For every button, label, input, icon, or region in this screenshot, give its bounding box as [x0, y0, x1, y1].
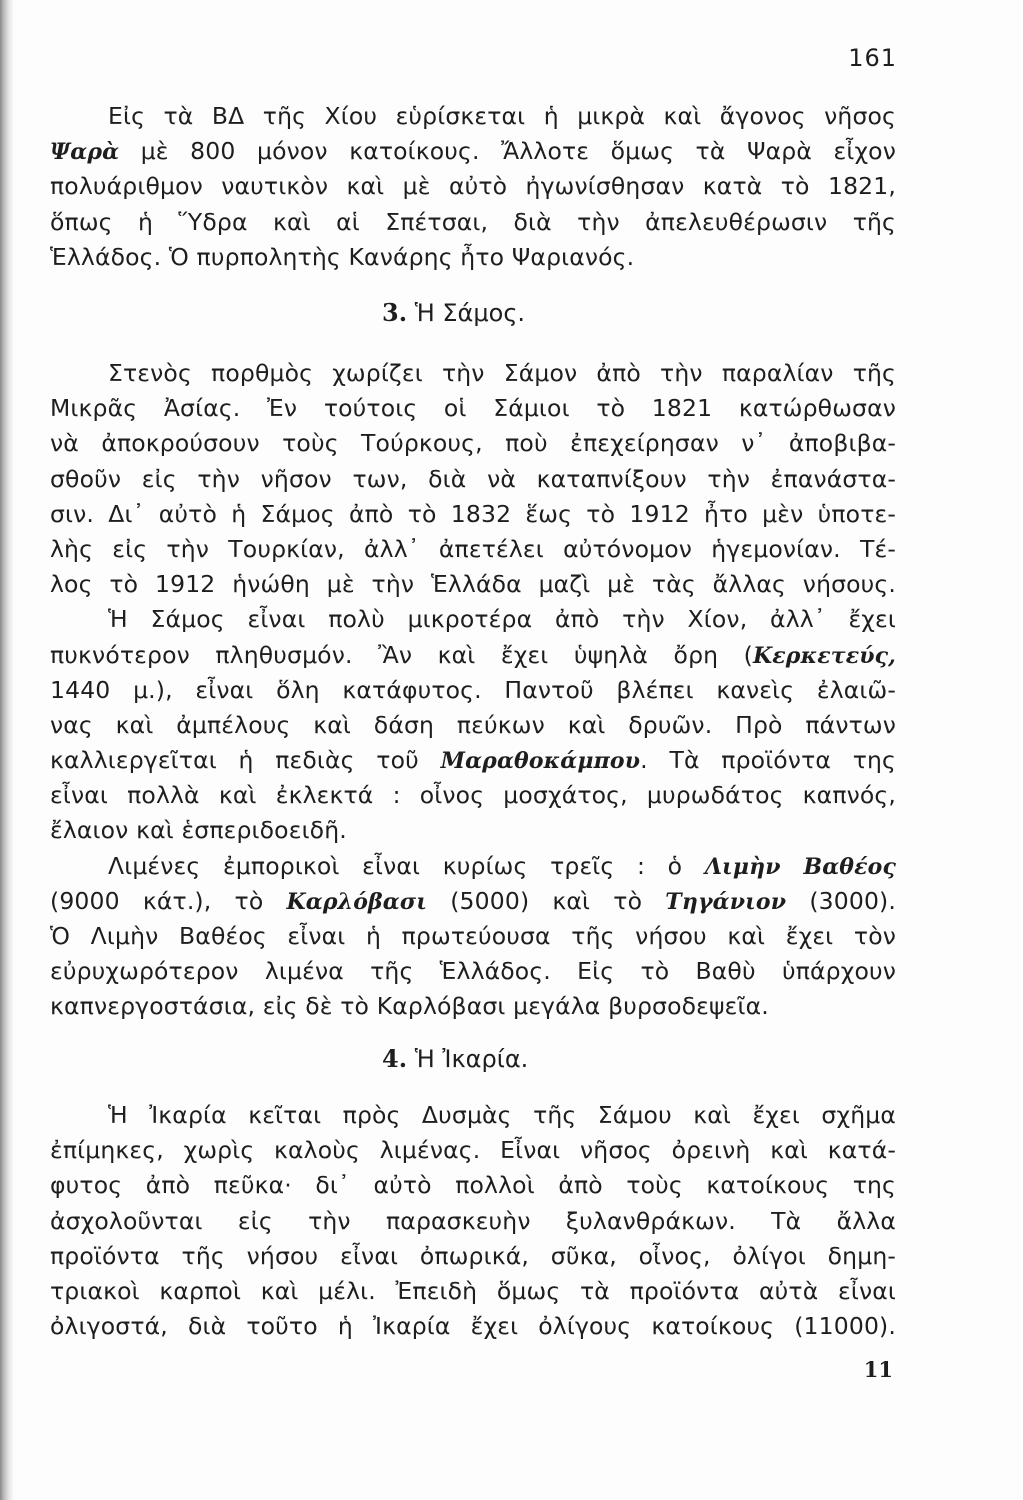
- page-number: 161: [848, 44, 897, 72]
- text-line: [50, 884, 896, 919]
- text-line: εὐρυχωρότερον λιμένα τῆς Ἑλλάδος. Εἰς τὸ Βαθὺ ὑπάρχουν: [50, 957, 896, 986]
- text-line: Εἰς τὰ ΒΔ τῆς Χίου εὑρίσκεται ἡ μικρὰ καὶ ἄγονος νῆσος: [108, 102, 896, 130]
- text-span: πυκνότερον πληθυσμόν. Ἂν καὶ ἔχει ὑψηλὰ ὄρη (: [50, 640, 753, 669]
- section-number: 3.: [382, 298, 408, 327]
- text-span: καλλιεργεῖται ἡ πεδιὰς τοῦ: [50, 746, 441, 775]
- paragraph-samos: [50, 356, 896, 1025]
- emphasis-marathokampos: Μαραθοκάμπου: [440, 748, 641, 775]
- text-line: λος τὸ 1912 ἡνώθη μὲ τὴν Ἑλλάδα μαζὶ μὲ τὰς ἄλλας νήσους.: [50, 570, 896, 599]
- emphasis-karlovasi: Καρλόβασι: [286, 888, 428, 915]
- section-number: 4.: [382, 1044, 408, 1073]
- text-line: νὰ ἀποκρούσουν τοὺς Τούρκους, ποὺ ἐπεχείρησαν ν᾿ ἀποβιβα-: [50, 429, 896, 458]
- text-line: Ὁ Λιμὴν Βαθέος εἶναι ἡ πρωτεύουσα τῆς νήσου καὶ ἔχει τὸν: [50, 922, 896, 950]
- text-line: Ἡ Ἰκαρία κεῖται πρὸς Δυσμὰς τῆς Σάμου καὶ ἔχει σχῆμα: [108, 1101, 896, 1129]
- text-line: [50, 134, 896, 169]
- text-line: ἀσχολοῦνται εἰς τὴν παρασκευὴν ξυλανθράκων. Τὰ ἄλλα: [50, 1206, 896, 1235]
- book-spine-shadow: [0, 0, 14, 1500]
- text-span: (5000) καὶ τὸ: [427, 886, 666, 915]
- emphasis-tiganion: Τηγάνιον: [665, 888, 787, 915]
- text-line: λὴς εἰς τὴν Τουρκίαν, ἀλλ᾿ ἀπετέλει αὐτόνομον ἡγεμονίαν. Τέ-: [50, 534, 896, 563]
- text-line: Ἑλλάδος. Ὁ πυρπολητὴς Κανάρης ἦτο Ψαριανός.: [50, 242, 635, 271]
- text-line: Στενὸς πορθμὸς χωρίζει τὴν Σάμον ἀπὸ τὴν παραλίαν τῆς: [108, 359, 896, 387]
- text-line: τριακοὶ καρποὶ καὶ μέλι. Ἐπειδὴ ὅμως τὰ προϊόντα αὐτὰ εἶναι: [50, 1276, 896, 1305]
- paragraph-psara: [50, 99, 896, 275]
- text-span: (9000 κάτ.), τὸ: [50, 886, 287, 915]
- text-span: Λιμένες ἐμπορικοὶ εἶναι κυρίως τρεῖς : ὁ: [108, 851, 705, 880]
- section-heading-samos: [382, 298, 525, 327]
- text-line: [50, 743, 896, 778]
- text-line: Ἡ Σάμος εἶναι πολὺ μικροτέρα ἀπὸ τὴν Χίον, ἀλλ᾿ ἔχει: [108, 605, 896, 634]
- text-line: [50, 638, 896, 673]
- text-line: προϊόντα τῆς νήσου εἶναι ὀπωρικά, σῦκα, οἶνος, ὀλίγοι δημη-: [50, 1241, 896, 1270]
- text-line: Μικρᾶς Ἀσίας. Ἐν τούτοις οἱ Σάμιοι τὸ 1821 κατώρθωσαν: [50, 394, 896, 423]
- text-span: μὲ 800 μόνον κατοίκους. Ἄλλοτε ὅμως τὰ Ψαρὰ εἶχον: [119, 137, 896, 166]
- text-line: ὀλιγοστά, διὰ τοῦτο ἡ Ἰκαρία ἔχει ὀλίγους κατοίκους (11000).: [50, 1312, 896, 1341]
- text-line: ἐπίμηκες, χωρὶς καλοὺς λιμένας. Εἶναι νῆσος ὀρεινὴ καὶ κατά-: [50, 1136, 896, 1165]
- text-line: πολυάριθμον ναυτικὸν καὶ μὲ αὐτὸ ἠγωνίσθησαν κατὰ τὸ 1821,: [50, 172, 896, 201]
- text-line: 1440 μ.), εἶναι ὅλη κατάφυτος. Παντοῦ βλέπει κανεὶς ἐλαιῶ-: [50, 675, 896, 704]
- text-span: (3000).: [786, 886, 896, 915]
- text-line: ὅπως ἡ Ὕδρα καὶ αἱ Σπέτσαι, διὰ τὴν ἀπελευθέρωσιν τῆς: [50, 207, 896, 236]
- text-line: σιν. Δι᾿ αὐτὸ ἡ Σάμος ἀπὸ τὸ 1832 ἕως τὸ 1912 ἦτο μὲν ὑποτε-: [50, 499, 896, 528]
- text-line: εἶναι πολλὰ καὶ ἐκλεκτά : οἶνος μοσχάτος, μυρωδάτος καπνός,: [50, 781, 896, 810]
- emphasis-psara: Ψαρὰ: [50, 139, 120, 166]
- text-line: νας καὶ ἀμπέλους καὶ δάση πεύκων καὶ δρυῶν. Πρὸ πάντων: [50, 710, 896, 739]
- text-line: σθοῦν εἰς τὴν νῆσον των, διὰ νὰ καταπνίξουν τὴν ἐπανάστα-: [50, 464, 896, 493]
- text-line: ἔλαιον καὶ ἑσπεριδοειδῆ.: [50, 816, 347, 845]
- paragraph-ikaria: [50, 1098, 896, 1344]
- section-title: Ἡ Ἰκαρία.: [414, 1045, 529, 1073]
- section-heading-ikaria: [382, 1044, 528, 1073]
- section-title: Ἡ Σάμος.: [414, 299, 526, 327]
- text-line: [50, 849, 896, 884]
- text-line: φυτος ἀπὸ πεῦκα· δι᾿ αὐτὸ πολλοὶ ἀπὸ τοὺς κατοίκους της: [50, 1171, 896, 1200]
- emphasis-kerketeus: Κερκετεύς,: [753, 642, 896, 669]
- emphasis-limin-vatheos: Λιμὴν Βαθέος: [704, 853, 896, 880]
- text-line: καπνεργοστάσια, εἰς δὲ τὸ Καρλόβασι μεγάλα βυρσοδεψεῖα.: [50, 992, 769, 1021]
- text-span: . Τὰ προϊόντα της: [640, 746, 896, 775]
- signature-mark: 11: [863, 1357, 893, 1382]
